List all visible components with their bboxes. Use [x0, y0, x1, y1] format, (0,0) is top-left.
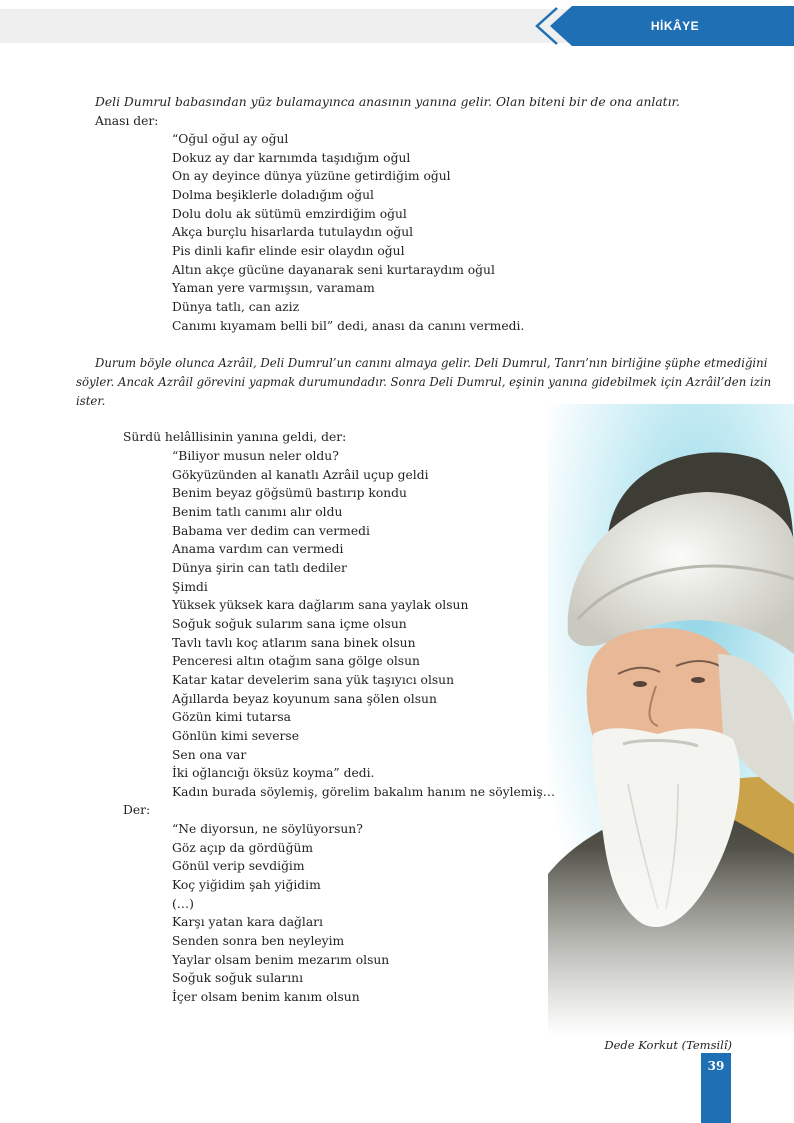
- wife-says: Der:: [123, 803, 151, 817]
- poem-line: On ay deyince dünya yüzüne getirdiğim oğul: [172, 169, 451, 183]
- poem-line: Penceresi altın otağım sana gölge olsun: [172, 654, 420, 668]
- narrative-line: Durum böyle olunca Azrâil, Deli Dumrul’un canını almaya gelir. Deli Dumrul, Tanrı’nın birliğine şüphe etmediğini: [95, 356, 768, 370]
- poem-line: Anama vardım can vermedi: [172, 542, 344, 556]
- poem-line: Koç yiğidim şah yiğidim: [172, 878, 321, 892]
- poem-line: İçer olsam benim kanım olsun: [172, 990, 360, 1004]
- poem-line: Akça burçlu hisarlarda tutulaydın oğul: [172, 225, 414, 239]
- narrative-line: ister.: [76, 394, 106, 408]
- section-label: HİKÂYE: [650, 19, 700, 33]
- poem-line: Sen ona var: [172, 748, 247, 762]
- poem-line: Soğuk soğuk sularını: [172, 971, 304, 985]
- poem-line: “Biliyor musun neler oldu?: [172, 449, 339, 463]
- poem-line: Şimdi: [172, 580, 208, 594]
- intro-text: Deli Dumrul babasından yüz bulamayınca anasının yanına gelir. Olan biteni bir de ona anlatır.: [95, 95, 680, 109]
- poem-line: (…): [172, 897, 194, 911]
- poem-line: Dokuz ay dar karnımda taşıdığım oğul: [172, 151, 411, 165]
- poem-line: Soğuk soğuk sularım sana içme olsun: [172, 617, 407, 631]
- poem-line: “Ne diyorsun, ne söylüyorsun?: [172, 822, 363, 836]
- poem-line: Katar katar develerim sana yük taşıyıcı olsun: [172, 673, 455, 687]
- poem-line: Yüksek yüksek kara dağlarım sana yaylak olsun: [172, 598, 469, 612]
- poem-line: Pis dinli kafir elinde esir olaydın oğul: [172, 244, 405, 258]
- poem-line: Karşı yatan kara dağları: [172, 915, 323, 929]
- poem-line: Altın akçe gücüne dayanarak seni kurtaraydım oğul: [172, 263, 495, 277]
- poem-line: Gözün kimi tutarsa: [172, 710, 291, 724]
- poem-line: İki oğlancığı öksüz koyma” dedi.: [172, 766, 375, 780]
- poem-line: Gökyüzünden al kanatlı Azrâil uçup geldi: [172, 468, 429, 482]
- poem-line: Dolma beşiklerle doladığım oğul: [172, 188, 374, 202]
- poem-line: Yaman yere varmışsın, varamam: [172, 281, 375, 295]
- poem-line: Ağıllarda beyaz koyunum sana şölen olsun: [172, 692, 437, 706]
- poem-line: Dolu dolu ak sütümü emzirdiğim oğul: [172, 207, 407, 221]
- poem-line: Dünya tatlı, can aziz: [172, 300, 300, 314]
- poem-line: Canımı kıyamam belli bil” dedi, anası da canını vermedi.: [172, 319, 525, 333]
- poem-line: “Oğul oğul ay oğul: [172, 132, 289, 146]
- poem-line: Benim tatlı canımı alır oldu: [172, 505, 343, 519]
- poem-line: Yaylar olsam benim mezarım olsun: [172, 953, 390, 967]
- mother-says: Anası der:: [95, 114, 159, 128]
- poem-line: Göz açıp da gördüğüm: [172, 841, 314, 855]
- poem-line: Gönül verip sevdiğim: [172, 859, 305, 873]
- poem-line: Babama ver dedim can vermedi: [172, 524, 370, 538]
- poem-line: Benim beyaz göğsümü bastırıp kondu: [172, 486, 407, 500]
- poem-line: Kadın burada söylemiş, görelim bakalım hanım ne söylemiş…: [172, 785, 555, 799]
- narrative-line: söyler. Ancak Azrâil görevini yapmak durumundadır. Sonra Deli Dumrul, eşinin yanına gidebilmek için Azrâil’den izin: [76, 375, 772, 389]
- dumrul-says: Sürdü helâllisinin yanına geldi, der:: [123, 430, 347, 444]
- page-number: 39: [707, 1059, 725, 1073]
- poem-line: Senden sonra ben neyleyim: [172, 934, 345, 948]
- poem-line: Tavlı tavlı koç atlarım sana binek olsun: [172, 636, 416, 650]
- poem-line: Dünya şirin can tatlı dediler: [172, 561, 347, 575]
- portrait-caption: Dede Korkut (Temsilî): [604, 1038, 732, 1052]
- dede-korkut-portrait: [548, 404, 794, 1036]
- poem-line: Gönlün kimi severse: [172, 729, 299, 743]
